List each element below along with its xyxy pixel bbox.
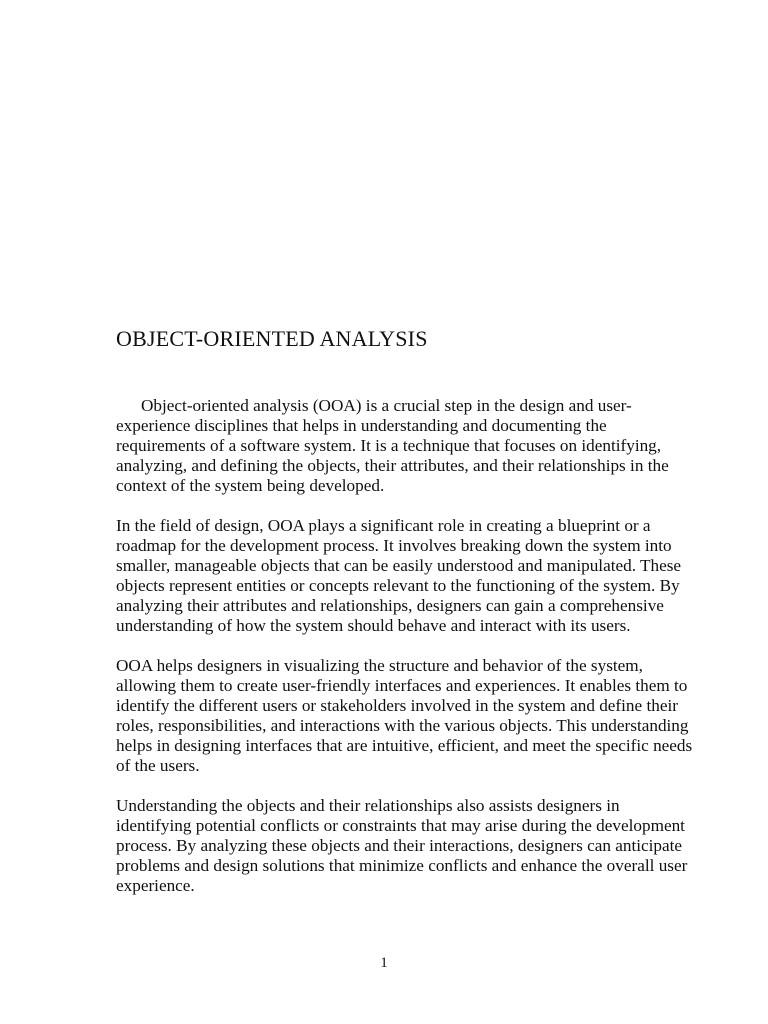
- page-number: 1: [380, 955, 388, 971]
- body-text: [116, 396, 696, 916]
- paragraph-4: Understanding the objects and their relationships also assists designers in identifying potential conflicts or constraints that may arise during the development process. By analyzing these objects and their interactions, designers can anticipate problems and design solutions that minimize conflicts and enhance the overall user experience.: [116, 796, 688, 895]
- paragraph-1: Object-oriented analysis (OOA) is a crucial step in the design and user-experience disciplines that helps in understanding and documenting the requirements of a software system. It is a technique that focuses on identifying, analyzing, and defining the objects, their attributes, and their relationships in the context of the system being developed.: [116, 396, 669, 495]
- paragraph-3: OOA helps designers in visualizing the structure and behavior of the system, allowing them to create user-friendly interfaces and experiences. It enables them to identify the different users or stakeholders involved in the system and define their roles, responsibilities, and interactions with the various objects. This understanding helps in designing interfaces that are intuitive, efficient, and meet the specific needs of the users.: [116, 656, 693, 775]
- page-title: OBJECT-ORIENTED ANALYSIS: [116, 326, 428, 351]
- paragraph-2: In the field of design, OOA plays a significant role in creating a blueprint or a roadmap for the development process. It involves breaking down the system into smaller, manageable objects that can be easily understood and manipulated. These objects represent entities or concepts relevant to the functioning of the system. By analyzing their attributes and relationships, designers can gain a comprehensive understanding of how the system should behave and interact with its users.: [116, 516, 682, 635]
